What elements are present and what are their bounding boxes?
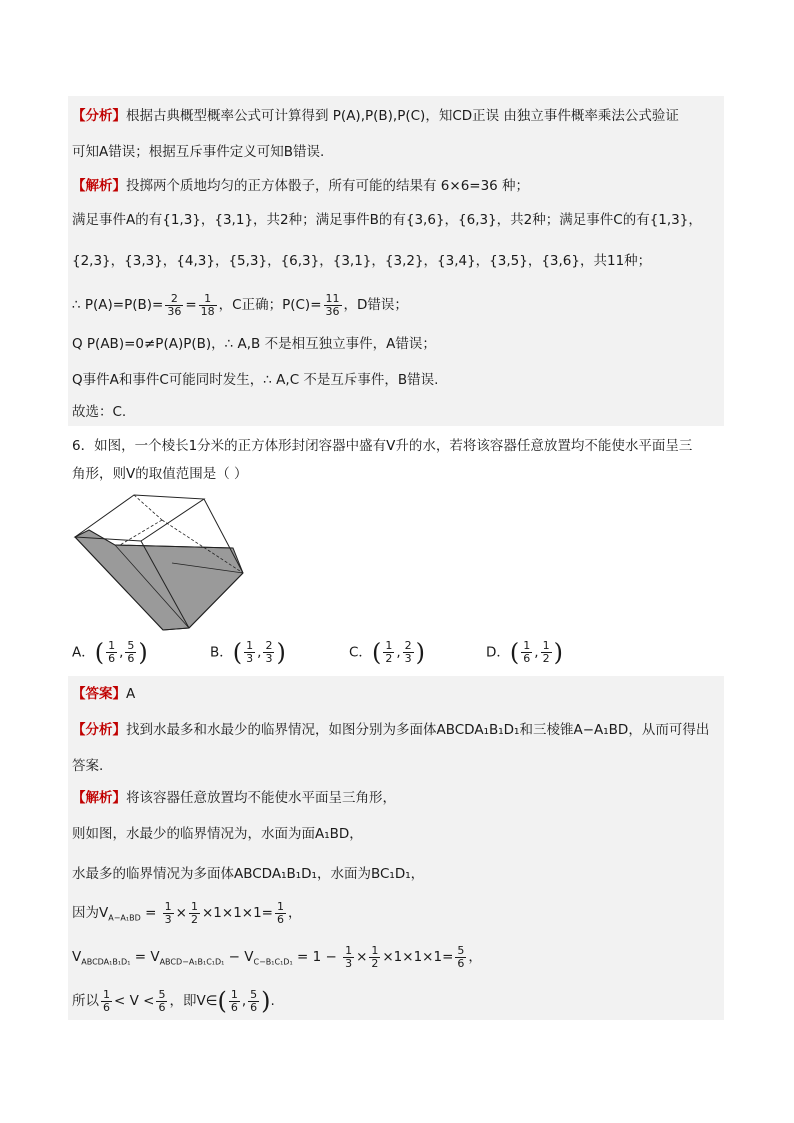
- fraction: $\frac{1}{2}$: [371, 943, 379, 970]
- q6-solution-line4: 因为$V_{A-A_1BD}$ = $\frac{1}{3}$ × $\frac{1}{2}$ ×1×1×1= $\frac{1}{6}$ ，: [72, 899, 302, 926]
- fraction: $\frac{1}{3}$: [345, 943, 353, 970]
- q6-stem-line1: 6．如图，一个棱长1分米的正方体形封闭容器中盛有V升的水，若将该容器任意放置均不能使水平面呈三: [72, 438, 693, 454]
- q6-analysis-line2: 答案.: [72, 758, 104, 774]
- q5-analysis-line2: 可知A错误；根据互斥事件定义可知B错误.: [72, 144, 325, 160]
- fraction: $\frac{1}{3}$: [164, 899, 172, 926]
- q5-solution-line6: Q事件A和事件C可能同时发生，∴ A,C 不是互斥事件，B错误.: [72, 372, 439, 388]
- q6-solution-line3: 水最多的临界情况为多面体ABCDA₁B₁D₁，水面为BC₁D₁，: [72, 866, 425, 882]
- water-region: [75, 530, 243, 630]
- cube-container-figure: [72, 490, 248, 635]
- fraction: $\frac{5}{6}$: [158, 987, 166, 1014]
- fraction: $\frac{5}{6}$: [457, 943, 465, 970]
- q6-solution-line2: 则如图，水最少的临界情况为，水面为面A₁BD，: [72, 826, 363, 842]
- fraction: $\frac{1}{2}$: [190, 899, 198, 926]
- option-d[interactable]: D．( $\frac{1}{6}$ , $\frac{1}{2}$ ): [486, 638, 563, 667]
- q5-solution-line3: {2,3}，{3,3}，{4,3}，{5,3}，{6,3}，{3,1}，{3,2}，{3,4}，{3,5}，{3,6}，共11种；: [72, 253, 652, 269]
- q6-stem-line2: 角形，则V的取值范围是（ ）: [72, 466, 248, 482]
- q5-solution-line4: ∴ P(A)=P(B)= $\frac{2}{36}$ = $\frac{1}{18}$ ，C正确；P(C)= $\frac{11}{36}$ ，D错误；: [72, 291, 408, 318]
- fraction: $\frac{1}{6}$: [277, 899, 284, 926]
- q6-answer: 【答案】A: [72, 686, 136, 702]
- fraction: $\frac{2}{36}$: [167, 291, 182, 318]
- analysis-tag: 【分析】: [72, 108, 126, 124]
- answer-tag: 【答案】: [72, 686, 126, 702]
- fraction: $\frac{1}{18}$: [200, 291, 215, 318]
- option-b[interactable]: B．( $\frac{1}{3}$ , $\frac{2}{3}$ ): [210, 638, 286, 667]
- q5-solution-line2: 满足事件A的有{1,3}，{3,1}，共2种；满足事件B的有{3,6}，{6,3}，共2种；满足事件C的有{1,3}，: [72, 212, 702, 228]
- q6-solution-line1: 【解析】将该容器任意放置均不能使水平面呈三角形，: [72, 790, 396, 806]
- solution-tag: 【解析】: [72, 178, 126, 194]
- option-c[interactable]: C．( $\frac{1}{2}$ , $\frac{2}{3}$ ): [349, 638, 425, 667]
- q5-choice: 故选：C.: [72, 404, 127, 420]
- fraction: $\frac{11}{36}$: [325, 291, 340, 318]
- fraction: $\frac{1}{6}$: [103, 987, 110, 1014]
- q6-solution-line5: $V_{ABCDA_1B_1D_1} = V_{ABCD-A_1B_1C_1D_1} - V_{C-B_1C_1D_1} = 1$ − $\frac{1}{3}$ × $\frac{1}{2}$ ×1×1×1= $\frac{5}{6}$ ，: [72, 943, 482, 970]
- q5-solution-line1: 【解析】投掷两个质地均匀的正方体骰子，所有可能的结果有 6×6=36 种；: [72, 178, 530, 194]
- q6-analysis-line1: 【分析】找到水最多和水最少的临界情况，如图分别为多面体ABCDA₁B₁D₁和三棱锥A−A₁BD，从而可得出: [72, 722, 710, 738]
- option-a[interactable]: A．( $\frac{1}{6}$ , $\frac{5}{6}$ ): [72, 638, 148, 667]
- q6-solution-line6: 所以 $\frac{1}{6}$ < V < $\frac{5}{6}$ ，即V∈( $\frac{1}{6}$ , $\frac{5}{6}$ ).: [72, 987, 275, 1015]
- q5-solution-line5: Q P(AB)=0≠P(A)P(B)，∴ A,B 不是相互独立事件，A错误；: [72, 336, 436, 352]
- q5-analysis-line1: 【分析】根据古典概型概率公式可计算得到 P(A),P(B),P(C)，知CD正误 由独立事件概率乘法公式验证: [72, 108, 679, 124]
